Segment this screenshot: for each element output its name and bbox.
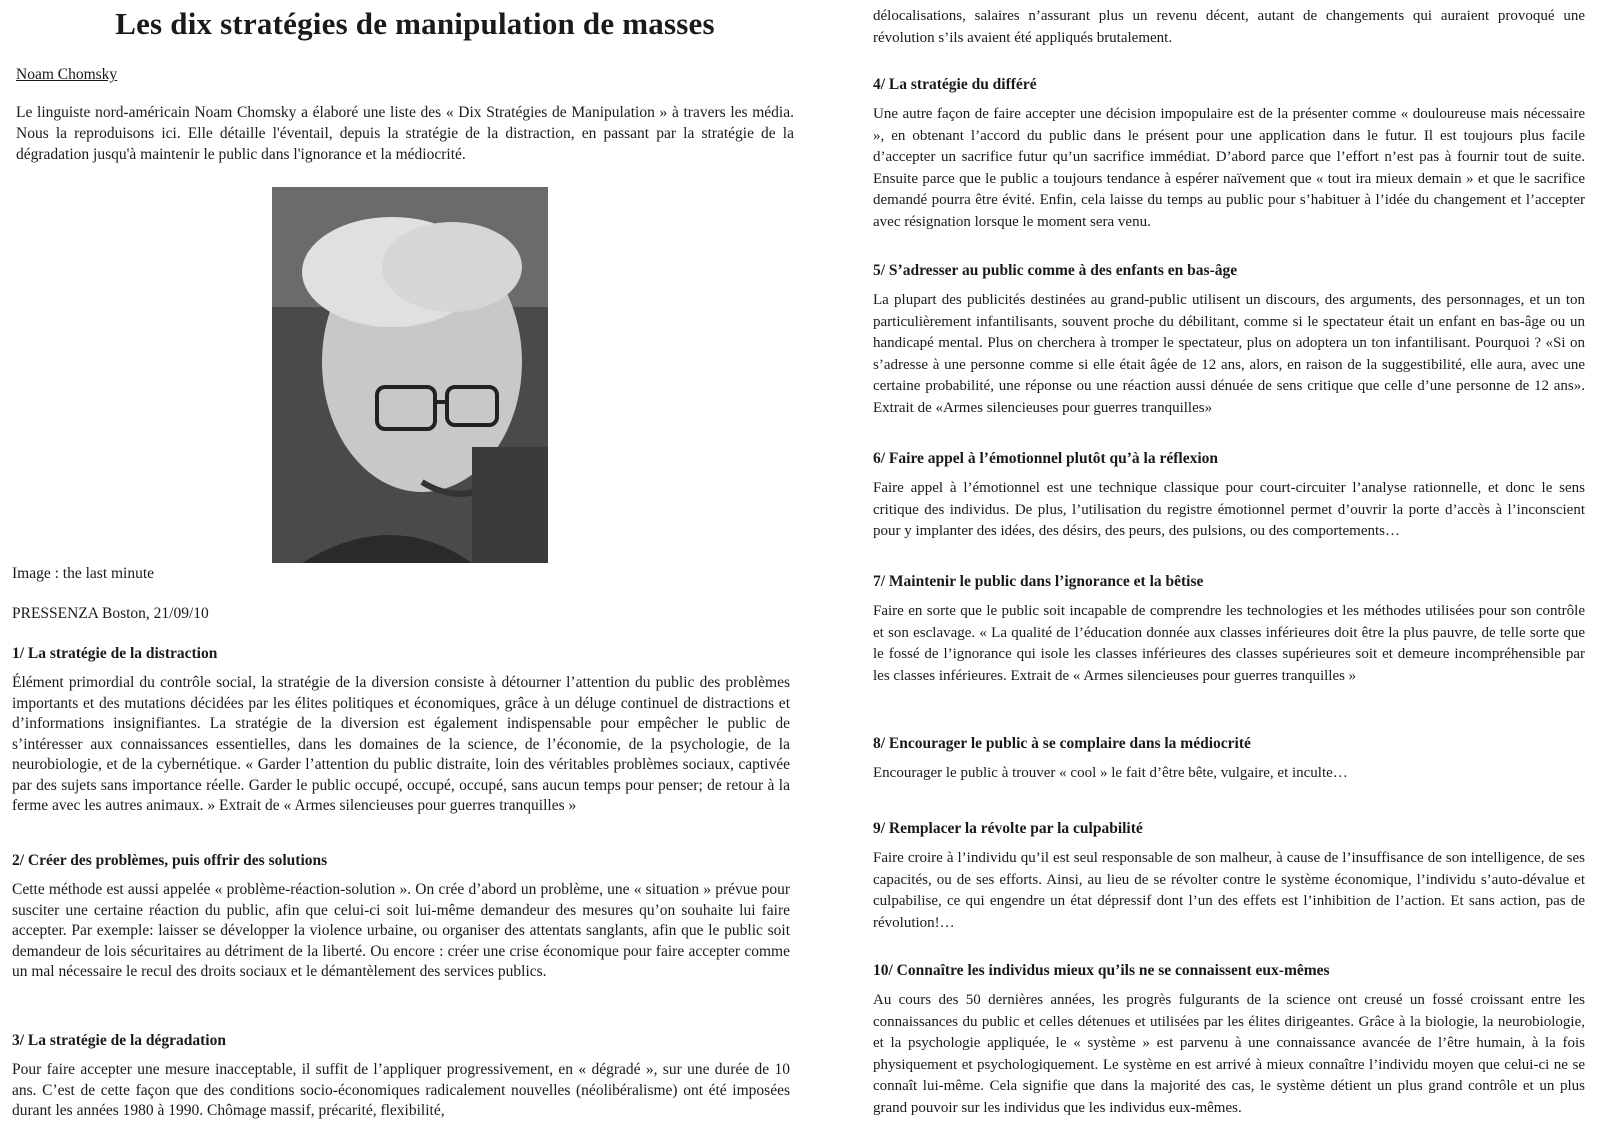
section-title: 3/ La stratégie de la dégradation xyxy=(12,1032,226,1049)
section-title: 2/ Créer des problèmes, puis offrir des solutions xyxy=(12,852,328,869)
section-body: Faire en sorte que le public soit incapable de comprendre les technologies et les méthodes utilisées pour son contrôle et son esclavage. « La qualité de l’éducation donnée aux classes inférieures doit être la plus pauvre, de telle sorte que le fossé de l’ignorance qui isole les classes inférieures des classes supérieures soit et demeure incompréhensible par les classes inférieures. Extrait de « Armes silencieuses pour guerres tranquilles » xyxy=(873,603,1585,684)
section-3 xyxy=(12,1032,790,1122)
section-title: 1/ La stratégie de la distraction xyxy=(12,645,218,662)
section-3-continuation: délocalisations, salaires n’assurant plus un revenu décent, autant de changements qui auraient provoqué une révolution s’ils avaient été appliqués brutalement. xyxy=(873,8,1585,46)
section-10 xyxy=(873,962,1585,1119)
section-5 xyxy=(873,262,1585,419)
section-title: 4/ La stratégie du différé xyxy=(873,76,1037,93)
left-column xyxy=(10,0,800,1119)
article-author: Noam Chomsky xyxy=(16,66,118,83)
section-title: 8/ Encourager le public à se complaire dans la médiocrité xyxy=(873,735,1251,752)
section-body: Cette méthode est aussi appelée « problème-réaction-solution ». On crée d’abord un problème, une « situation » prévue pour susciter une certaine réaction du public, afin que celui-ci soit lui-même demandeur des mesures qu’on souhaite lui faire accepter. Par exemple: laisser se développer la violence urbaine, ou organiser des attentats sanglants, afin que le public soit demandeur de lois sécuritaires au détriment de la liberté. Ou encore : créer une crise économique pour faire accepter comme un mal nécessaire le recul des droits sociaux et le démantèlement des services publics. xyxy=(12,881,790,980)
section-body: Pour faire accepter une mesure inacceptable, il suffit de l’appliquer progressivement, en « dégradé », sur une durée de 10 ans. C’est de cette façon que des conditions socio-économiques radicalement nouvelles (néolibéralisme) ont été imposées durant les années 1980 à 1990. Chômage massif, précarité, flexibilité, xyxy=(12,1061,790,1119)
article-source: PRESSENZA Boston, 21/09/10 xyxy=(12,605,209,622)
section-body: Au cours des 50 dernières années, les progrès fulgurants de la science ont creusé un fossé croissant entre les connaissances du public et celles détenues et utilisées par les élites dirigeantes. Grâce à la biologie, la neurobiologie, et la psychologie appliquée, le « système » est parvenu à une connaissance avancée de l’être humain, à la fois physiquement et psychologiquement. Le système en est arrivé à mieux connaître l’individu moyen que celui-ci ne se connaît lui-même. Cela signifie que dans la majorité des cas, le système détient un plus grand contrôle et un plus grand pouvoir sur les individus que les individus eux-mêmes. xyxy=(873,992,1585,1116)
section-body: Faire croire à l’individu qu’il est seul responsable de son malheur, à cause de l’insuffisance de son intelligence, de ses capacités, ou de ses efforts. Ainsi, au lieu de se révolter contre le système économique, l’individu s’auto-dévalue et culpabilise, ce qui engendre un état dépressif dont l’un des effets est l’inhibition de l’action. Et sans action, pas de révolution!… xyxy=(873,850,1585,931)
section-1 xyxy=(12,645,790,817)
section-title: 10/ Connaître les individus mieux qu’ils ne se connaissent eux-mêmes xyxy=(873,962,1330,979)
section-body: Encourager le public à trouver « cool » le fait d’être bête, vulgaire, et inculte… xyxy=(873,765,1348,781)
section-8 xyxy=(873,735,1585,785)
section-2 xyxy=(12,852,790,983)
section-title: 9/ Remplacer la révolte par la culpabilité xyxy=(873,820,1143,837)
section-body: La plupart des publicités destinées au grand-public utilisent un discours, des arguments, des personnages, et un ton particulièrement infantilisants, souvent proche du débilitant, comme si le spectateur était un enfant en bas-âge ou un handicapé mental. Plus on cherchera à tromper le spectateur, plus on adoptera un ton infantilisant. Pourquoi ? «Si on s’adresse à une personne comme si elle était âgée de 12 ans, alors, en raison de la suggestibilité, elle aura, avec une certaine probabilité, une réponse ou une réaction aussi dénuée de sens critique que celle d’une personne de 12 ans». Extrait de «Armes silencieuses pour guerres tranquilles» xyxy=(873,292,1585,416)
photo-caption: Image : the last minute xyxy=(12,565,155,582)
portrait-photo-icon xyxy=(272,187,548,563)
section-4 xyxy=(873,76,1585,233)
article-title: Les dix stratégies de manipulation de masses xyxy=(115,6,715,41)
section-9 xyxy=(873,820,1585,934)
section-6 xyxy=(873,450,1585,543)
section-title: 6/ Faire appel à l’émotionnel plutôt qu’à la réflexion xyxy=(873,450,1219,467)
section-title: 7/ Maintenir le public dans l’ignorance et la bêtise xyxy=(873,573,1204,590)
section-body: Élément primordial du contrôle social, la stratégie de la diversion consiste à détourner l’attention du public des problèmes importants et des mutations décidées par les élites politiques et économiques, grâce à un déluge continuel de distractions et d’informations insignifiantes. La stratégie de la diversion est également indispensable pour empêcher le public de s’intéresser aux connaissances essentielles, dans les domaines de la science, de l’économie, de la psychologie, de la neurobiologie, et de la cybernétique. « Garder l’attention du public distraite, loin des véritables problèmes sociaux, captivée par des sujets sans importance réelle. Garder le public occupé, occupé, occupé, sans aucun temps pour penser; de retour à la ferme avec les autres animaux. » Extrait de « Armes silencieuses pour guerres tranquilles » xyxy=(12,674,790,814)
section-title: 5/ S’adresser au public comme à des enfants en bas-âge xyxy=(873,262,1238,279)
section-body: Faire appel à l’émotionnel est une technique classique pour court-circuiter l’analyse rationnelle, et donc le sens critique des individus. De plus, l’utilisation du registre émotionnel permet d’ouvrir la porte d’accès à l’inconscient pour y implanter des idées, des désirs, des peurs, des pulsions, ou des comportements… xyxy=(873,480,1585,539)
section-7 xyxy=(873,573,1585,687)
section-body: Une autre façon de faire accepter une décision impopulaire est de la présenter comme « douloureuse mais nécessaire », en obtenant l’accord du public dans le présent pour une application dans le futur. Il est toujours plus facile d’accepter un sacrifice futur qu’un sacrifice immédiat. D’abord parce que l’effort n’est pas à fournir tout de suite. Ensuite parce que le public a toujours tendance à espérer naïvement que « tout ira mieux demain » et que le sacrifice demandé pourra être évité. Enfin, cela laisse du temps au public pour s’habituer à l’idée du changement et l’accepter avec résignation lorsque le moment sera venu. xyxy=(873,106,1585,230)
portrait-photo xyxy=(272,187,548,563)
article-intro: Le linguiste nord-américain Noam Chomsky a élaboré une liste des « Dix Stratégies de Manipulation » à travers les média. Nous la reproduisons ici. Elle détaille l'éventail, depuis la stratégie de la distraction, en passant par la stratégie de la dégradation jusqu'à maintenir le public dans l'ignorance et la médiocrité. xyxy=(16,104,794,163)
